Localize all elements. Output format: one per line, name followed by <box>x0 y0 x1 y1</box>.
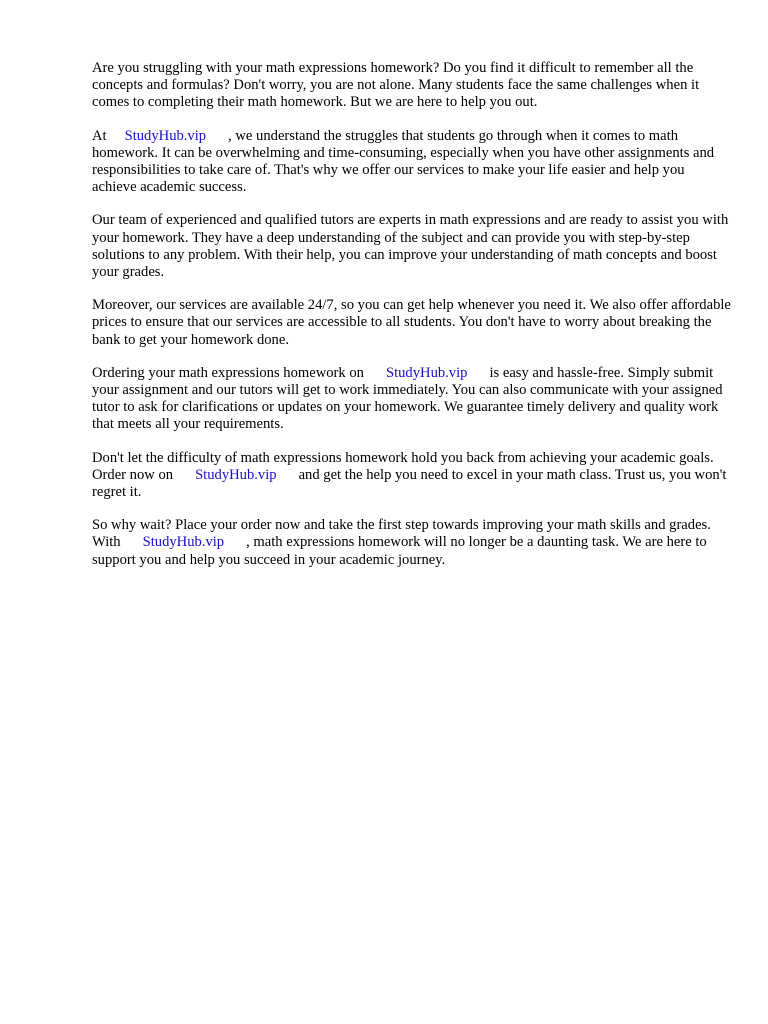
paragraph-availability <box>92 297 732 349</box>
paragraph-about-lead: At <box>92 127 107 144</box>
paragraph-tutors-text: Our team of experienced and qualified tutors are experts in math expressions and are ready to assist you with your homework. They have a deep understanding of the subject and can provide you with step-by-step solutions to any problem. With their help, you can improve your understanding of math concepts and boost your grades. <box>92 212 729 281</box>
paragraph-motivation <box>92 450 732 502</box>
studyhub-link-2[interactable]: StudyHub.vip <box>385 364 468 381</box>
studyhub-link-3[interactable]: StudyHub.vip <box>195 466 277 483</box>
studyhub-link-1[interactable]: StudyHub.vip <box>124 127 207 144</box>
paragraph-tutors <box>92 212 732 281</box>
paragraph-about <box>92 128 732 197</box>
paragraph-motivation-text: and get the help you need to excel in your math class. Trust us, you won't regret it. <box>92 466 727 501</box>
paragraph-intro <box>92 60 732 112</box>
paragraph-closing <box>92 517 732 569</box>
paragraph-availability-text: Moreover, our services are available 24/7, so you can get help whenever you need it. We also offer affordable prices to ensure that our services are accessible to all students. You don't have to worry about breaking the bank to get your homework done. <box>92 297 731 348</box>
paragraph-about-text: , we understand the struggles that students go through when it comes to math homework. It can be overwhelming and time-consuming, especially when you have other assignments and responsibilities to take care of. That's why we offer our services to make your life easier and help you achieve academic success. <box>92 127 715 196</box>
paragraph-ordering-lead: Ordering your math expressions homework on <box>92 364 364 381</box>
paragraph-motivation-lead: Don't let the difficulty of math expressions homework hold you back from achieving your academic goals. Order now on <box>92 449 714 483</box>
studyhub-link-4[interactable]: StudyHub.vip <box>142 534 225 551</box>
paragraph-closing-text: , math expressions homework will no longer be a daunting task. We are here to support you and help you succeed in your academic journey. <box>92 534 707 568</box>
paragraph-closing-lead: So why wait? Place your order now and take the first step towards improving your math skills and grades. With <box>92 517 711 551</box>
paragraph-ordering-text: is easy and hassle-free. Simply submit your assignment and our tutors will get to work immediately. You can also communicate with your assigned tutor to ask for clarifications or updates on your homework. We guarantee timely delivery and quality work that meets all your requirements. <box>92 364 723 433</box>
paragraph-intro-text: Are you struggling with your math expressions homework? Do you find it difficult to remember all the concepts and formulas? Don't worry, you are not alone. Many students face the same challenges when it comes to completing their math homework. But we are here to help you out. <box>92 60 700 111</box>
document-body <box>92 60 732 585</box>
paragraph-ordering <box>92 365 732 434</box>
